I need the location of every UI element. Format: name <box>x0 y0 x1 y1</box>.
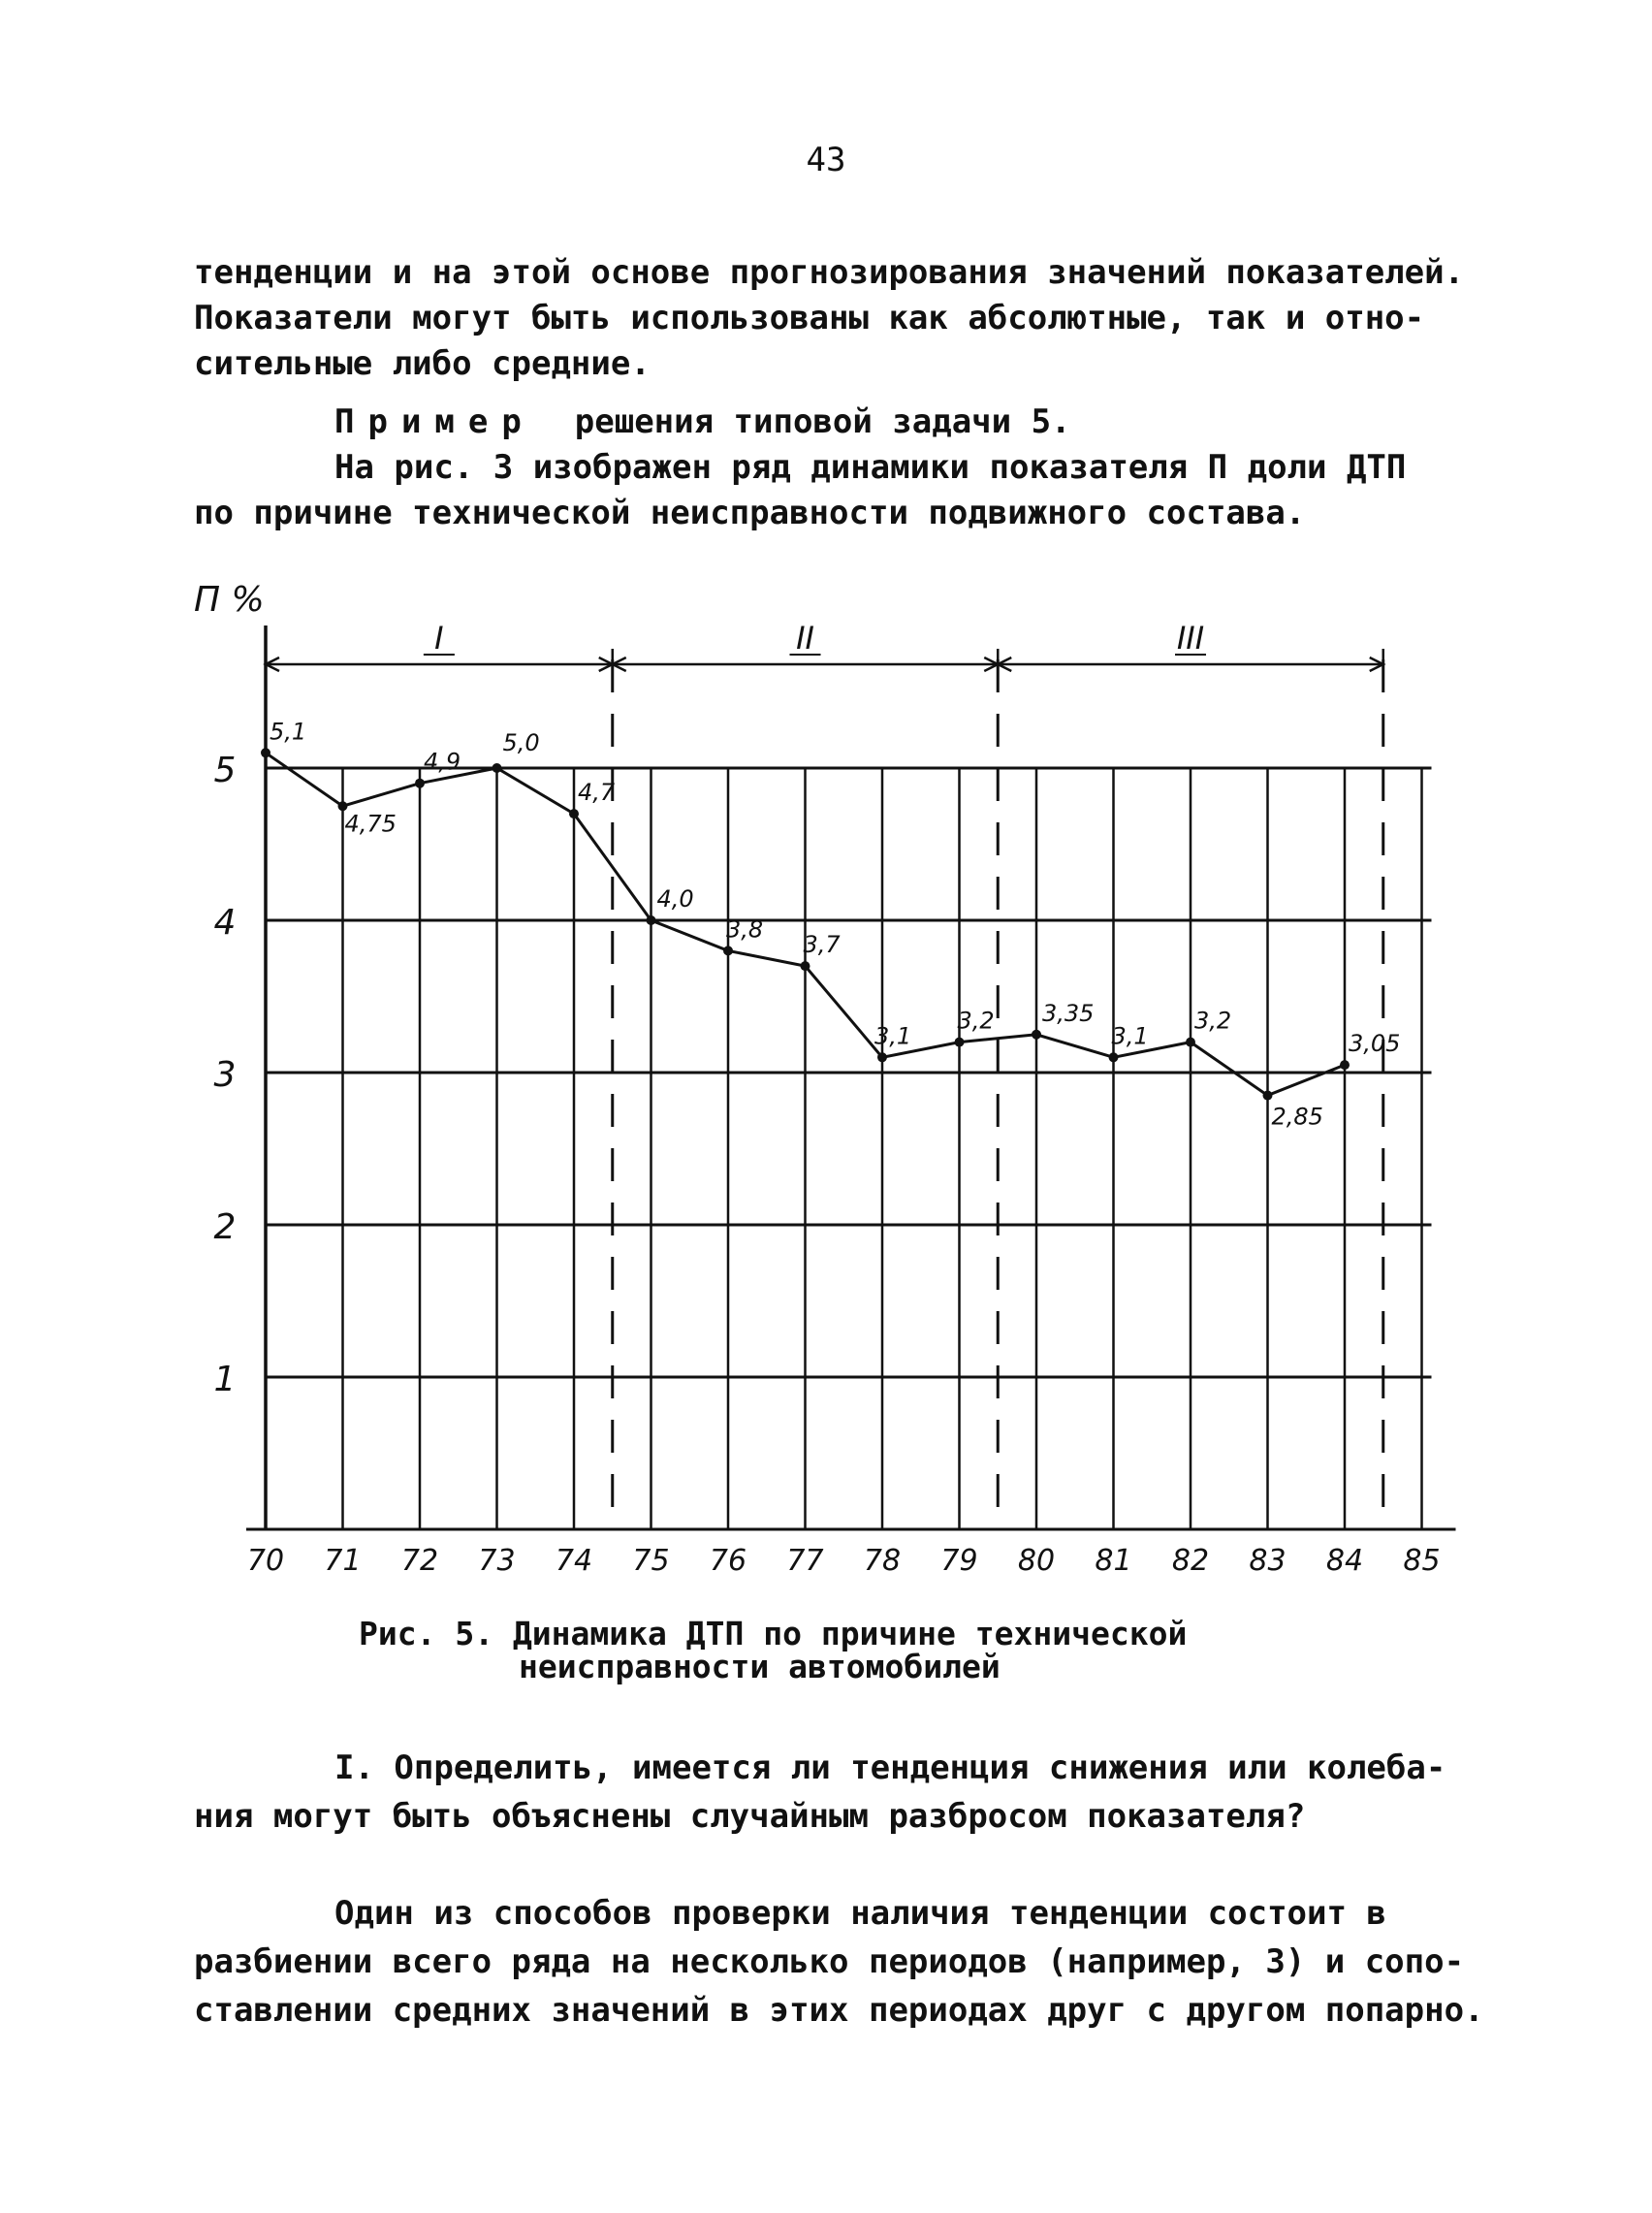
data-label: 4,75 <box>344 810 397 838</box>
x-tick-label: 77 <box>786 1544 824 1578</box>
data-label: 3,1 <box>1111 1022 1149 1050</box>
x-tick-label: 72 <box>400 1544 439 1578</box>
x-tick-label: 83 <box>1249 1544 1287 1578</box>
data-point <box>569 809 579 818</box>
x-tick-label: 76 <box>709 1544 747 1578</box>
y-tick-label: 4 <box>213 903 237 943</box>
caption-line-1: Рис. 5. Динамика ДТП по причине технической <box>359 1615 1188 1652</box>
x-tick-label: 79 <box>940 1544 978 1578</box>
data-point <box>801 961 810 971</box>
caption-line-2: неисправности автомобилей <box>519 1648 1001 1685</box>
method-line-1: Один из способов проверки наличия тенденции состоит в <box>334 1894 1386 1933</box>
x-tick-label: 74 <box>555 1544 593 1578</box>
x-tick-label: 75 <box>632 1544 670 1578</box>
data-point <box>647 915 656 925</box>
x-tick-label: 84 <box>1325 1544 1364 1578</box>
data-point <box>1109 1052 1119 1062</box>
method-line-3: ставлении средних значений в этих периодах друг с другом попарно. <box>194 1991 1484 2030</box>
x-tick-label: 78 <box>863 1544 902 1578</box>
intro-line-2: Показатели могут быть использованы как абсолютные, так и отно- <box>194 299 1425 337</box>
question-line-1: I. Определить, имеется ли тенденция снижения или колеба- <box>334 1748 1446 1787</box>
intro-line-5: На рис. 3 изображен ряд динамики показателя П доли ДТП <box>334 448 1407 487</box>
data-point <box>723 946 733 955</box>
data-label: 4,0 <box>656 885 694 913</box>
x-tick-label: 71 <box>324 1544 362 1578</box>
y-tick-label: 3 <box>213 1055 237 1095</box>
intro-line-6: по причине технической неисправности подвижного состава. <box>194 494 1306 532</box>
data-label: 3,05 <box>1349 1030 1401 1058</box>
chart <box>0 572 1652 1620</box>
x-tick-label: 85 <box>1403 1544 1441 1578</box>
data-label: 3,35 <box>1042 999 1095 1027</box>
y-tick-label: 1 <box>213 1360 237 1399</box>
x-tick-label: 80 <box>1017 1544 1056 1578</box>
method-line-2: разбиении всего ряда на несколько периодов (например, 3) и сопо- <box>194 1942 1465 1981</box>
example-word: Пример <box>334 402 535 441</box>
figure-caption <box>359 1615 1188 1685</box>
data-point <box>492 763 502 773</box>
x-tick-label: 82 <box>1171 1544 1210 1578</box>
period-label: I <box>434 620 444 657</box>
period-label: III <box>1176 620 1205 657</box>
data-point <box>261 748 270 757</box>
data-point <box>415 779 425 788</box>
data-label: 3,1 <box>874 1022 912 1050</box>
data-point <box>1186 1038 1195 1047</box>
page-number: 43 <box>806 141 846 179</box>
intro-line-3: сительные либо средние. <box>194 344 651 383</box>
data-point <box>877 1052 887 1062</box>
data-label: 4,7 <box>578 779 616 807</box>
data-label: 4,9 <box>424 748 461 776</box>
data-label: 3,8 <box>726 915 764 944</box>
period-label: II <box>796 620 814 657</box>
data-label: 5,0 <box>502 729 540 756</box>
intro-line-1: тенденции и на этой основе прогнозирования значений показателей. <box>194 253 1465 292</box>
y-tick-label: 5 <box>213 751 237 790</box>
data-point <box>1263 1091 1273 1101</box>
y-tick-label: 2 <box>213 1207 237 1247</box>
y-axis-label: П % <box>194 580 265 620</box>
data-label: 2,85 <box>1271 1103 1323 1131</box>
data-point <box>1032 1030 1041 1040</box>
data-point <box>1340 1060 1350 1070</box>
data-label: 3,2 <box>957 1007 995 1035</box>
data-label: 3,2 <box>1194 1007 1232 1035</box>
x-tick-label: 73 <box>478 1544 516 1578</box>
data-label: 5,1 <box>270 718 307 746</box>
x-tick-label: 70 <box>246 1544 285 1578</box>
data-label: 3,7 <box>803 931 841 959</box>
data-point <box>955 1038 965 1047</box>
question-line-2: ния могут быть объяснены случайным разбросом показателя? <box>194 1797 1306 1836</box>
x-tick-label: 81 <box>1095 1544 1132 1578</box>
example-heading <box>334 400 1071 445</box>
example-rest: решения типовой задачи 5. <box>574 402 1071 441</box>
